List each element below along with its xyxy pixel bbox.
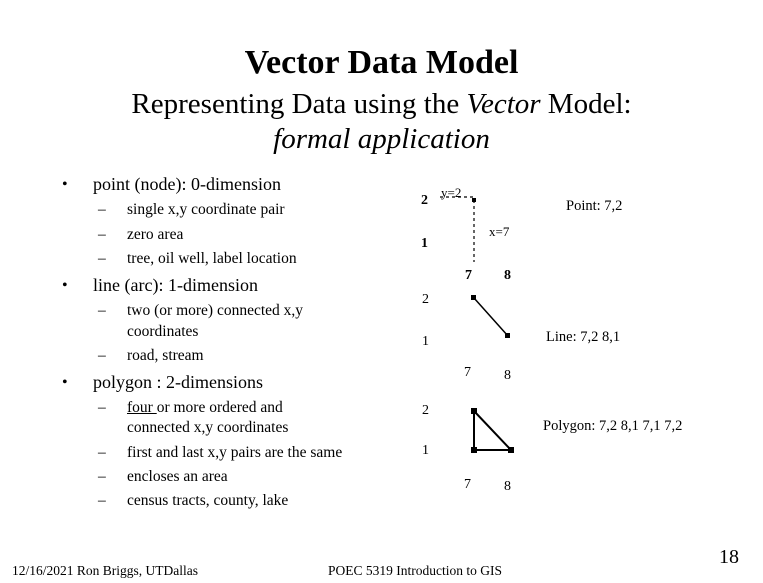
- line-tick-y2: 2: [422, 292, 429, 307]
- subitem: first and last x,y pairs are the same: [127, 444, 343, 461]
- polygon-tick-y1: 1: [422, 443, 429, 458]
- subtitle-pre: Representing Data using the: [131, 88, 467, 120]
- dash-glyph: –: [98, 250, 106, 267]
- polygon-shape: [474, 411, 511, 450]
- page-number: 18: [719, 546, 739, 568]
- subitem-cont: connected x,y coordinates: [127, 419, 289, 436]
- line-diagram: [471, 295, 510, 338]
- dash-glyph: –: [98, 302, 106, 319]
- subtitle-em: Vector: [466, 88, 541, 120]
- point-tick-x7: 7: [465, 268, 472, 283]
- underlined-word: four: [127, 399, 157, 416]
- dash-glyph: –: [98, 444, 106, 461]
- subtitle-post: Model:: [540, 88, 632, 120]
- slide-title: Vector Data Model: [244, 44, 519, 81]
- subitem: encloses an area: [127, 468, 228, 485]
- point-diagram: [440, 197, 476, 262]
- line-segment: [474, 298, 508, 336]
- subitem: single x,y coordinate pair: [127, 201, 285, 218]
- dash-glyph: –: [98, 492, 106, 509]
- subitem: tree, oil well, label location: [127, 250, 297, 267]
- line-vertex-end: [505, 333, 510, 338]
- point-y-label: y=2: [441, 185, 462, 200]
- line-tick-x8: 8: [504, 368, 511, 383]
- polygon-vertex: [508, 447, 514, 453]
- polygon-tick-x7: 7: [464, 477, 471, 492]
- bullet-glyph: •: [62, 277, 68, 294]
- point-tick-x8: 8: [504, 268, 511, 283]
- subitem-cont: coordinates: [127, 323, 199, 340]
- subitem: zero area: [127, 226, 184, 243]
- polygon-diagram: [471, 408, 514, 453]
- footer-left: 12/16/2021 Ron Briggs, UTDallas: [12, 563, 198, 578]
- point-caption: Point: 7,2: [566, 198, 623, 214]
- bullet-glyph: •: [62, 176, 68, 193]
- polygon-vertex: [471, 408, 477, 414]
- bullet-line: line (arc): 1-dimension: [93, 275, 258, 295]
- polygon-vertex: [471, 447, 477, 453]
- point-tick-y2: 2: [421, 193, 428, 208]
- bullet-polygon: polygon : 2-dimensions: [93, 372, 263, 392]
- polygon-caption: Polygon: 7,2 8,1 7,1 7,2: [543, 418, 683, 434]
- line-tick-y1: 1: [422, 334, 429, 349]
- bullet-glyph: •: [62, 374, 68, 391]
- dash-glyph: –: [98, 201, 106, 218]
- point-x-label: x=7: [489, 224, 510, 239]
- line-tick-x7: 7: [464, 365, 471, 380]
- bullet-point: point (node): 0-dimension: [93, 174, 281, 194]
- subitem: road, stream: [127, 347, 204, 364]
- dash-glyph: –: [98, 468, 106, 485]
- polygon-tick-x8: 8: [504, 479, 511, 494]
- footer-center: POEC 5319 Introduction to GIS: [328, 563, 502, 578]
- polygon-tick-y2: 2: [422, 403, 429, 418]
- subitem: census tracts, county, lake: [127, 492, 289, 509]
- point-marker: [472, 198, 476, 202]
- dash-glyph: –: [98, 399, 106, 416]
- point-tick-y1: 1: [421, 236, 428, 251]
- dash-glyph: –: [98, 347, 106, 364]
- slide-subtitle-line2: formal application: [273, 123, 490, 155]
- subitem-rest: or more ordered and: [156, 399, 283, 416]
- dash-glyph: –: [98, 226, 106, 243]
- line-vertex-start: [471, 295, 476, 300]
- subitem: two (or more) connected x,y: [127, 302, 304, 319]
- line-caption: Line: 7,2 8,1: [546, 329, 621, 345]
